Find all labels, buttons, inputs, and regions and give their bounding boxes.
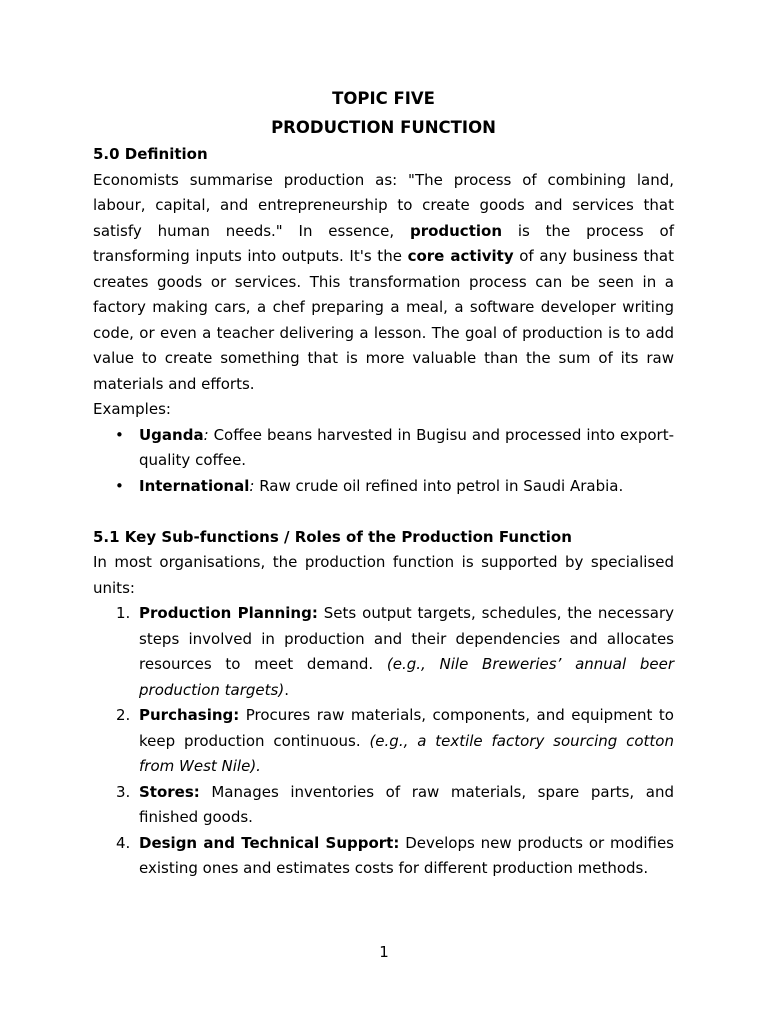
definition-paragraph <box>93 168 674 398</box>
page-title: PRODUCTION FUNCTION <box>271 118 496 137</box>
item-text: Develops new products or modifies existing ones and estimates costs for different production methods. <box>139 833 675 877</box>
example-text: Coffee beans harvested in Bugisu and processed into export-quality coffee. <box>139 425 674 469</box>
example-separator: : <box>249 476 255 495</box>
examples-label: Examples: <box>93 400 171 418</box>
subfunction-item-design-technical-support <box>93 831 674 882</box>
item-term: Stores: <box>139 782 200 801</box>
item-tail: . <box>284 680 289 699</box>
item-term: Design and Technical Support: <box>139 833 400 852</box>
example-item-uganda <box>93 423 674 474</box>
definition-text-1: Economists summarise production as: "The process of combining land, labour, capital, and entrepreneurship to create goods and services that satisfy human needs." In essence, <box>93 170 674 240</box>
item-number: 2. <box>116 706 131 724</box>
item-text: Procures raw materials, components, and equipment to keep production continuous. <box>139 706 674 750</box>
topic-heading: TOPIC FIVE <box>332 89 435 108</box>
item-number: 3. <box>116 782 131 801</box>
item-text: Sets output targets, schedules, the necessary steps involved in production and their dependencies and allocates resources to meet demand. <box>139 604 675 673</box>
subfunctions-list <box>93 601 674 882</box>
item-term: Production Planning: <box>139 604 318 622</box>
bullet-icon: • <box>115 425 124 444</box>
definition-text-2: is the process of transforming inputs into outputs. It's the <box>93 221 674 265</box>
examples-list <box>93 423 674 500</box>
example-separator: : <box>203 425 209 444</box>
subfunction-item-production-planning <box>93 601 674 703</box>
definition-bold-core-activity: core activity <box>407 247 514 265</box>
example-text: Raw crude oil refined into petrol in Saudi Arabia. <box>254 476 624 495</box>
item-example: (e.g., a textile factory sourcing cotton from West Nile). <box>139 731 674 775</box>
definition-text-3: of any business that creates goods or services. This transformation process can be seen in a factory making cars, a chef preparing a meal, a software developer writing code, or even a teacher delivering a lesson. The goal of production is to add value to create something that is more valuable than the sum of its raw materials and efforts. <box>93 247 674 393</box>
example-term: Uganda <box>139 425 204 444</box>
example-term: International <box>139 476 250 495</box>
definition-bold-production: production <box>409 221 502 240</box>
bullet-icon: • <box>115 476 124 495</box>
subfunctions-intro: In most organisations, the production function is supported by specialised units: <box>93 553 674 597</box>
example-item-international <box>93 474 674 500</box>
page-number: 1 <box>379 943 389 961</box>
spacer <box>93 499 674 525</box>
page-content <box>93 84 674 882</box>
subfunction-item-purchasing <box>93 703 674 780</box>
item-example: (e.g., Nile Breweries’ annual beer production targets) <box>139 655 674 699</box>
item-number: 4. <box>116 833 131 852</box>
item-text: Manages inventories of raw materials, spare parts, and finished goods. <box>139 782 674 826</box>
item-number: 1. <box>116 604 131 622</box>
subfunctions-heading: 5.1 Key Sub-functions / Roles of the Production Function <box>93 527 572 546</box>
subfunction-item-stores <box>93 780 674 831</box>
definition-heading: 5.0 Definition <box>93 145 208 163</box>
item-term: Purchasing: <box>139 706 240 724</box>
